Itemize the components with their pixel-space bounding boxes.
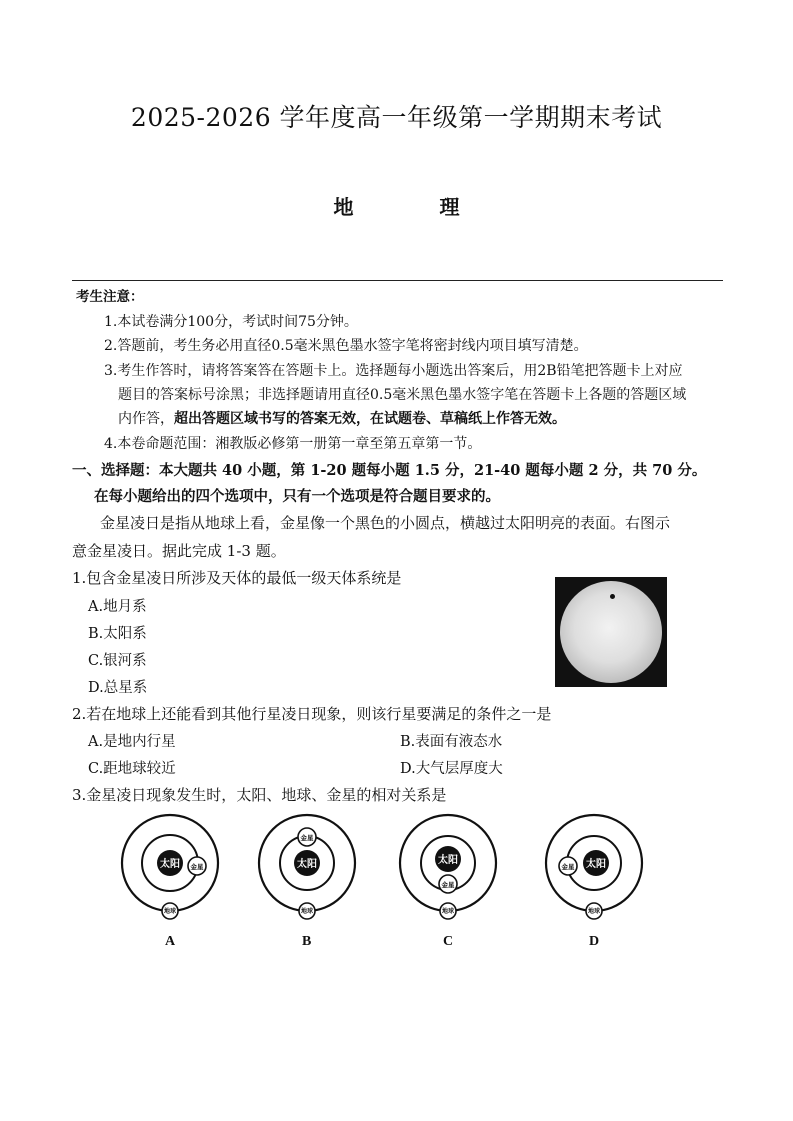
notice-item-2: 2.答题前，考生务必用直径0.5毫米黑色墨水签字笔将密封线内项目填写清楚。 [104, 338, 588, 354]
venus-label-d: 金星 [561, 863, 575, 871]
venus-dot [610, 594, 615, 599]
diagram-label-a: A [165, 934, 176, 949]
sun-label-a: 太阳 [160, 859, 180, 870]
question-1-option-c: C.银河系 [88, 653, 147, 669]
exam-title: 2025-2026 学年度高一年级第一学期期末考试 [130, 103, 663, 132]
orbit-diagrams [0, 810, 793, 960]
question-2-option-c: C.距地球较近 [88, 761, 176, 777]
notice-item-3-line-3 [118, 408, 566, 428]
notice-item-3-line-2: 题目的答案标号涂黑；非选择题请用直径0.5毫米黑色墨水签字笔在答题卡上各题的答题区域 [118, 387, 687, 403]
diagram-label-c: C [443, 934, 454, 949]
question-3-stem: 3.金星凌日现象发生时，太阳、地球、金星的相对关系是 [72, 786, 447, 804]
question-2-option-d: D.大气层厚度大 [400, 761, 503, 777]
notice-item-4: 4.本卷命题范围：湘教版必修第一册第一章至第五章第一节。 [104, 436, 482, 452]
section-heading: 一、选择题：本大题共 40 小题，第 1-20 题每小题 1.5 分，21-40 题每小题 2 分，共 70 分。 [72, 462, 707, 479]
question-1-option-a: A.地月系 [88, 599, 147, 615]
diagram-label-d: D [589, 934, 600, 949]
sun-label-b: 太阳 [297, 859, 317, 870]
notice-item-3-plain: 内作答， [118, 411, 174, 427]
diagram-b [259, 815, 355, 919]
notice-item-3-bold: 超出答题区域书写的答案无效，在试题卷、草稿纸上作答无效。 [174, 411, 566, 427]
earth-label-c: 地球 [441, 908, 455, 915]
section-instruction: 在每小题给出的四个选项中，只有一个选项是符合题目要求的。 [94, 488, 500, 505]
venus-label-c: 金星 [441, 881, 455, 889]
question-2-option-a: A.是地内行星 [88, 734, 176, 750]
header-divider [72, 280, 723, 281]
notice-item-3-line-1: 3.考生作答时，请将答案答在答题卡上。选择题每小题选出答案后，用2B铅笔把答题卡上对应 [104, 363, 683, 379]
question-1-option-d: D.总星系 [88, 680, 148, 696]
venus-label-b: 金星 [300, 834, 314, 842]
sun-label-d: 太阳 [586, 859, 606, 870]
subject-char-1: 地 [333, 195, 354, 219]
passage-line-2: 意金星凌日。据此完成 1-3 题。 [72, 542, 286, 560]
question-1-option-b: B.太阳系 [88, 626, 147, 642]
diagram-label-b: B [302, 934, 312, 949]
earth-label-a: 地球 [163, 908, 177, 915]
subject-char-2: 理 [439, 195, 460, 219]
notice-item-1: 1.本试卷满分100分，考试时间75分钟。 [104, 314, 358, 330]
diagram-a [122, 815, 218, 919]
earth-label-d: 地球 [587, 908, 601, 915]
sun-label-c: 太阳 [438, 855, 458, 866]
notice-heading: 考生注意： [76, 289, 144, 305]
subject-title [0, 191, 793, 220]
question-2-option-b: B.表面有液态水 [400, 734, 503, 750]
diagram-d [546, 815, 642, 919]
question-2-stem: 2.若在地球上还能看到其他行星凌日现象，则该行星要满足的条件之一是 [72, 705, 552, 723]
passage-line-1: 金星凌日是指从地球上看，金星像一个黑色的小圆点，横越过太阳明亮的表面。右图示 [100, 514, 671, 532]
earth-label-b: 地球 [300, 908, 314, 915]
question-1-stem: 1.包含金星凌日所涉及天体的最低一级天体系统是 [72, 569, 402, 587]
diagram-c [400, 815, 496, 919]
venus-label-a: 金星 [190, 863, 204, 871]
venus-transit-photo [555, 577, 667, 687]
